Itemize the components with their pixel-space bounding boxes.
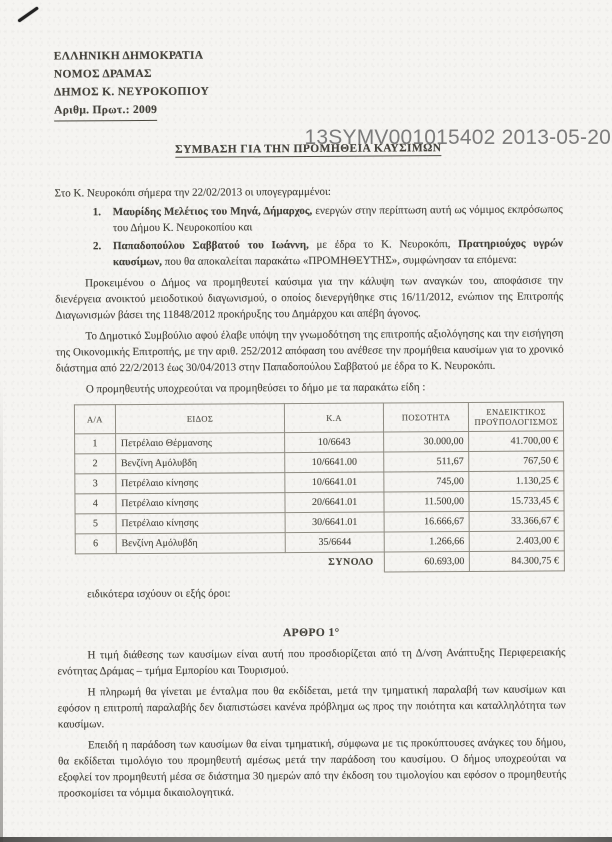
cell-budget-code: 30/6641.01 xyxy=(285,512,384,533)
letterhead-municipality: ΔΗΜΟΣ Κ. ΝΕΥΡΟΚΟΠΙΟΥ xyxy=(53,85,210,99)
cell-item: Πετρέλαιο κίνησης xyxy=(116,473,286,494)
cell-amount: 15.733,45 € xyxy=(469,491,564,512)
cell-quantity: 1.266,66 xyxy=(384,532,470,553)
party-text: ενεργών στην περίπτωση αυτή ως νόμιμος εκπρόσωπος του Δήμου Κ. Νευροκοπίου και xyxy=(112,203,563,235)
party-supplier xyxy=(113,235,563,270)
cell-budget-code: 35/6644 xyxy=(286,532,385,553)
cell-quantity: 511,67 xyxy=(384,452,470,473)
col-header-quantity: ΠΟΣΟΤΗΤΑ xyxy=(383,403,469,433)
list-item-number: 2. xyxy=(92,240,102,253)
fuel-items-table xyxy=(74,401,565,574)
document-title-text: ΣΥΜΒΑΣΗ ΓΙΑ ΤΗΝ ΠΡΟΜΗΘΕΙΑ ΚΑΥΣΙΜΩΝ xyxy=(175,142,442,156)
article-1-paragraph-payment: Η πληρωμή θα γίνεται με ένταλμα που θα εκδίδεται, μετά την τμηματική παραλαβή των καυσίμων και εφόσον η επιτροπή παραλαβής δεν διαπιστώσει κανένα πρόβλημα ως προς την ποιότητα και καταλληλότητα των καυσίμων. xyxy=(57,683,566,731)
article-1-heading: ΑΡΘΡΟ 1° xyxy=(282,626,340,640)
cell-budget-code: 10/6641.00 xyxy=(285,452,384,473)
cell-amount: 1.130,25 € xyxy=(469,471,564,492)
list-item-number: 1. xyxy=(92,206,102,219)
protocol-number-text: Αριθμ. Πρωτ.: 2009 xyxy=(54,101,157,122)
cell-budget-code: 10/6641.01 xyxy=(285,472,384,493)
cell-item: Πετρέλαιο κίνησης xyxy=(116,493,286,514)
list-item xyxy=(55,201,563,236)
intro-line: Στο Κ. Νευροκόπι σήμερα την 22/02/2013 οι υπογεγραμμένοι: xyxy=(54,185,331,200)
cell-index: 6 xyxy=(75,534,116,554)
letterhead-prefecture: ΝΟΜΟΣ ΔΡΑΜΑΣ xyxy=(53,67,152,81)
cell-amount: 41.700,00 € xyxy=(469,431,564,452)
party-role: Πρατηριούχος υγρών καυσίμων, xyxy=(112,237,563,269)
cell-quantity: 30.000,00 xyxy=(383,432,469,453)
col-header-budget: ΕΝΔΕΙΚΤΙΚΟΣ ΠΡΟΫΠΟΛΟΓΙΣΜΟΣ xyxy=(469,402,564,432)
letterhead xyxy=(54,44,562,121)
col-header-item: ΕΙΔΟΣ xyxy=(115,404,285,434)
party-mayor xyxy=(113,201,563,236)
article-1-paragraph-delivery: Επειδή η παράδοση των καυσίμων θα είναι τμηματική, σύμφωνα με τις προκύπτουσες ανάγκες του δήμου, θα εκδίδεται τιμολόγιο του προμηθευτή αμέσως μετά την παράδοση του καυσίμου. Ο δήμος υποχρεούται να εξοφλεί τον προμηθευτή μέσα σε διάστημα 30 ημερών από την έκδοση του τιμολογίου και εφόσον ο προμηθευτής προσκομίσει τα νόμιμα δικαιολογητικά. xyxy=(58,736,567,800)
cell-amount: 2.403,00 € xyxy=(470,531,565,552)
party-name: Παπαδοπούλου Σαββατού του Ιωάννη, xyxy=(112,238,309,253)
paragraph-terms-intro: ειδικότερα ισχύουν οι εξής όροι: xyxy=(87,587,231,601)
cell-amount: 33.366,67 € xyxy=(470,511,565,532)
cell-quantity: 745,00 xyxy=(384,472,470,493)
cell-index: 2 xyxy=(75,454,116,474)
cell-quantity: 11.500,00 xyxy=(384,492,470,513)
total-quantity: 60.693,00 xyxy=(384,552,470,573)
party-text: με έδρα το Κ. Νευροκόπι, xyxy=(308,238,459,251)
cell-index: 5 xyxy=(75,514,116,534)
cell-item: Πετρέλαιο Θέρμανσης xyxy=(115,433,285,454)
cell-index: 4 xyxy=(75,494,116,514)
cell-index: 1 xyxy=(75,434,116,454)
cell-quantity: 16.666,67 xyxy=(384,512,470,533)
cell-amount: 767,50 € xyxy=(469,451,564,472)
cell-index: 3 xyxy=(75,474,116,494)
scan-edge-left-artifact xyxy=(0,379,3,842)
col-header-index: Α/Α xyxy=(74,405,115,434)
paragraph-tender: Προκειμένου ο Δήμος να προμηθευτεί καύσιμα για την κάλυψη των αναγκών του, αποφάσισε την διενέργεια ανοικτού μειοδοτικού διαγωνισμού, ο οποίος διενεργήθηκε στις 16/11/2012, ενώπιον της Επιτροπής Διαγωνισμών βάσει της 11848/2012 προκήρυξης του Δημάρχου και απέβη άγονος. xyxy=(55,274,564,322)
scan-edge-bottom-artifact xyxy=(0,837,612,842)
protocol-number xyxy=(54,98,562,121)
party-name: Μαυρίδης Μελέτιος του Μηνά, Δήμαρχος, xyxy=(112,204,313,219)
letterhead-republic: ΕΛΛΗΝΙΚΗ ΔΗΜΟΚΡΑΤΙΑ xyxy=(53,49,204,63)
table-total-row xyxy=(75,551,564,574)
cell-budget-code: 10/6643 xyxy=(285,432,384,453)
table-header-row xyxy=(74,402,563,434)
party-text: που θα αποκαλείται παρακάτω «ΠΡΟΜΗΘΕΥΤΗΣ», συμφώνησαν τα επόμενα: xyxy=(161,253,517,268)
total-label: ΣΥΝΟΛΟ xyxy=(75,552,384,574)
parties-list xyxy=(55,201,563,270)
col-header-budget-code: Κ.Α xyxy=(285,403,384,433)
cell-item: Βενζίνη Αμόλυβδη xyxy=(115,453,285,474)
list-item xyxy=(55,235,563,270)
diavgeia-watermark-stamp: 13SYMV001015402 2013-05-20 xyxy=(304,126,611,149)
total-amount: 84.300,75 € xyxy=(470,551,565,572)
paragraph-table-intro: Ο προμηθευτής υποχρεούται να προμηθεύσει το δήμο με τα παρακάτω είδη : xyxy=(85,381,426,396)
paragraph-council-decision: Το Δημοτικό Συμβούλιο αφού έλαβε υπόψη την γνωμοδότηση της επιτροπής αξιολόγησης και την εισήγηση της Οικονομικής Επιτροπής, με την αριθ. 252/2012 απόφαση του ανέθεσε την προμήθεια καυσίμων για το χρονικό διάστημα από 22/2/2013 έως 30/04/2013 στην Παπαδοπούλου Σαββατού με έδρα το Κ. Νευροκόπι. xyxy=(55,327,564,375)
cell-item: Βενζίνη Αμόλυβδη xyxy=(116,533,286,554)
cell-item: Πετρέλαιο κίνησης xyxy=(116,513,286,534)
article-1-paragraph-price: Η τιμή διάθεσης των καυσίμων είναι αυτή που προσδιορίζεται από τη Δ/νση Ανάπτυξης Περιφερειακής ενότητας Δράμας – τμήμα Εμπορίου και Τουρισμού. xyxy=(57,646,566,678)
cell-budget-code: 20/6641.01 xyxy=(285,492,384,513)
